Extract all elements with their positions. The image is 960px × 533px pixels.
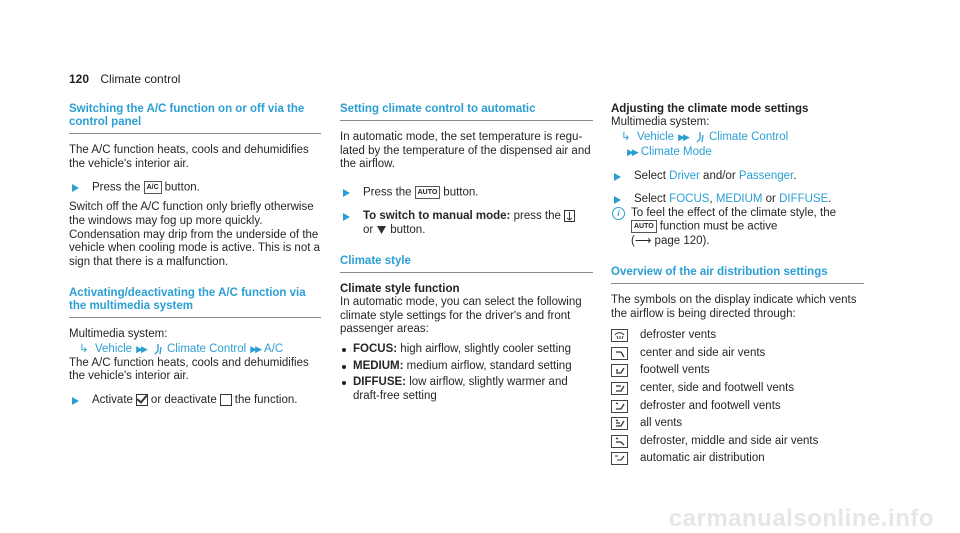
center-side-footwell-vent-icon <box>611 382 628 395</box>
heading-climate-mode: Adjusting the climate mode settings <box>611 103 809 115</box>
automatic-description: In automatic mode, the set temperature is regulated by the temperature of the dispensed air and the airflow. <box>340 131 591 171</box>
menu-ac: A/C <box>264 342 284 355</box>
watermark: carmanualsonline.info <box>668 505 934 532</box>
list-item: defroster, middle and side air vents <box>611 433 864 451</box>
option-diffuse: DIFFUSE <box>779 193 829 206</box>
menu-path-ac <box>69 342 321 357</box>
list-item: DIFFUSE: low airflow, slightly warmer and draft-free setting <box>340 376 593 403</box>
list-item: all vents <box>611 415 864 433</box>
column-1 <box>69 103 321 408</box>
list-item: footwell vents <box>611 362 864 380</box>
page-number: 120 <box>69 72 90 86</box>
step-select-zone: Select Driver and/or Passenger. <box>611 170 864 184</box>
defroster-footwell-vent-icon <box>611 400 628 413</box>
checkbox-empty-icon <box>220 394 232 406</box>
page-reference-link: page 120). <box>654 234 710 247</box>
heading-climate-style: Climate style <box>340 255 593 273</box>
heading-air-distribution: Overview of the air distribution settings <box>611 266 864 284</box>
menu-vehicle: Vehicle <box>95 342 133 355</box>
return-arrow-icon: ↳ <box>79 342 89 355</box>
step-arrow-icon <box>72 184 79 192</box>
auto-button-icon: AUTO <box>415 186 441 199</box>
auto-button-icon: AUTO <box>631 220 657 233</box>
ac-switch-off-note: Switch off the A/C function only briefly otherwise the windows may fog up more quickly. <box>69 201 314 227</box>
list-item: center and side air vents <box>611 345 864 363</box>
info-note: i To feel the effect of the climate style, the AUTO function must be active (⟶ page 120). <box>611 207 864 248</box>
heading-ac-control-panel: Switching the A/C function on or off via the control panel <box>69 103 321 134</box>
center-side-vent-icon <box>611 347 628 360</box>
step-arrow-icon <box>614 196 621 204</box>
step-arrow-icon <box>72 397 79 405</box>
info-icon: i <box>612 207 625 220</box>
step-press-ac: Press the A/C button. <box>69 181 321 195</box>
option-driver: Driver <box>669 169 700 182</box>
list-item: defroster and footwell vents <box>611 398 864 416</box>
step-arrow-icon <box>343 189 350 197</box>
list-item: FOCUS: high airflow, slightly cooler setting <box>340 343 593 357</box>
step-manual-mode: To switch to manual mode: press the or button. <box>340 210 593 237</box>
climate-control-icon <box>695 131 706 143</box>
ac-button-icon: A/C <box>144 181 162 194</box>
vent-settings-list <box>611 327 864 468</box>
airflow-distribution-icon <box>564 210 575 222</box>
auto-distribution-icon <box>611 452 628 465</box>
menu-climate-control: Climate Control <box>708 130 789 143</box>
menu-path-climate-mode <box>611 130 864 160</box>
step-arrow-icon <box>614 173 621 181</box>
menu-climate-mode: Climate Mode <box>640 145 712 158</box>
fan-down-icon <box>376 224 387 236</box>
section-title: Climate control <box>100 72 181 86</box>
option-focus: FOCUS <box>669 193 710 206</box>
page-ref-arrow-icon: ⟶ <box>634 234 652 247</box>
menu-vehicle: Vehicle <box>637 130 675 143</box>
option-passenger: Passenger <box>738 169 794 182</box>
double-chevron-icon: ▶▶ <box>627 146 637 157</box>
footwell-vent-icon <box>611 364 628 377</box>
double-chevron-icon: ▶▶ <box>678 131 688 142</box>
double-chevron-icon: ▶▶ <box>250 343 261 354</box>
option-medium: MEDIUM <box>715 193 763 206</box>
climate-style-subheading: Climate style function <box>340 283 460 296</box>
step-select-style: Select FOCUS, MEDIUM or DIFFUSE. <box>611 193 864 207</box>
list-item: defroster vents <box>611 327 864 345</box>
climate-style-description: In automatic mode, you can select the following climate style settings for the driver's and front passenger areas: <box>340 296 582 336</box>
heading-ac-multimedia: Activating/deactivating the A/C function via the multimedia system <box>69 287 321 318</box>
defroster-vent-icon <box>611 329 628 342</box>
multimedia-label: Multimedia system: <box>69 328 168 341</box>
multimedia-label: Multimedia system: <box>611 116 710 128</box>
column-3 <box>611 103 864 468</box>
condensation-note: Condensation may drip from the underside of the vehicle when cooling mode is active. This is not a sign that there is a malfunction. <box>69 228 321 268</box>
climate-style-list <box>340 343 593 403</box>
step-press-auto: Press the AUTO button. <box>340 186 593 200</box>
list-item: MEDIUM: medium airflow, standard setting <box>340 360 593 374</box>
step-arrow-icon <box>343 213 350 221</box>
climate-control-icon <box>153 343 164 355</box>
page-header <box>69 72 180 86</box>
air-distribution-description: The symbols on the display indicate which vents the airflow is being directed through: <box>611 294 857 320</box>
menu-climate-control: Climate Control <box>166 342 247 355</box>
ac-description-2: The A/C function heats, cools and dehumidifies the vehicle's interior air. <box>69 356 309 383</box>
heading-automatic: Setting climate control to automatic <box>340 103 593 121</box>
defroster-middle-side-vent-icon <box>611 435 628 448</box>
all-vents-icon <box>611 417 628 430</box>
step-activate-ac: Activate or deactivate the function. <box>69 394 321 408</box>
list-item: center, side and footwell vents <box>611 380 864 398</box>
return-arrow-icon: ↳ <box>621 130 631 143</box>
list-item: automatic air distribution <box>611 450 864 468</box>
checkbox-checked-icon <box>136 394 148 406</box>
ac-description: The A/C function heats, cools and dehumidifies the vehicle's interior air. <box>69 144 309 170</box>
column-2 <box>340 103 593 406</box>
double-chevron-icon: ▶▶ <box>136 343 146 354</box>
